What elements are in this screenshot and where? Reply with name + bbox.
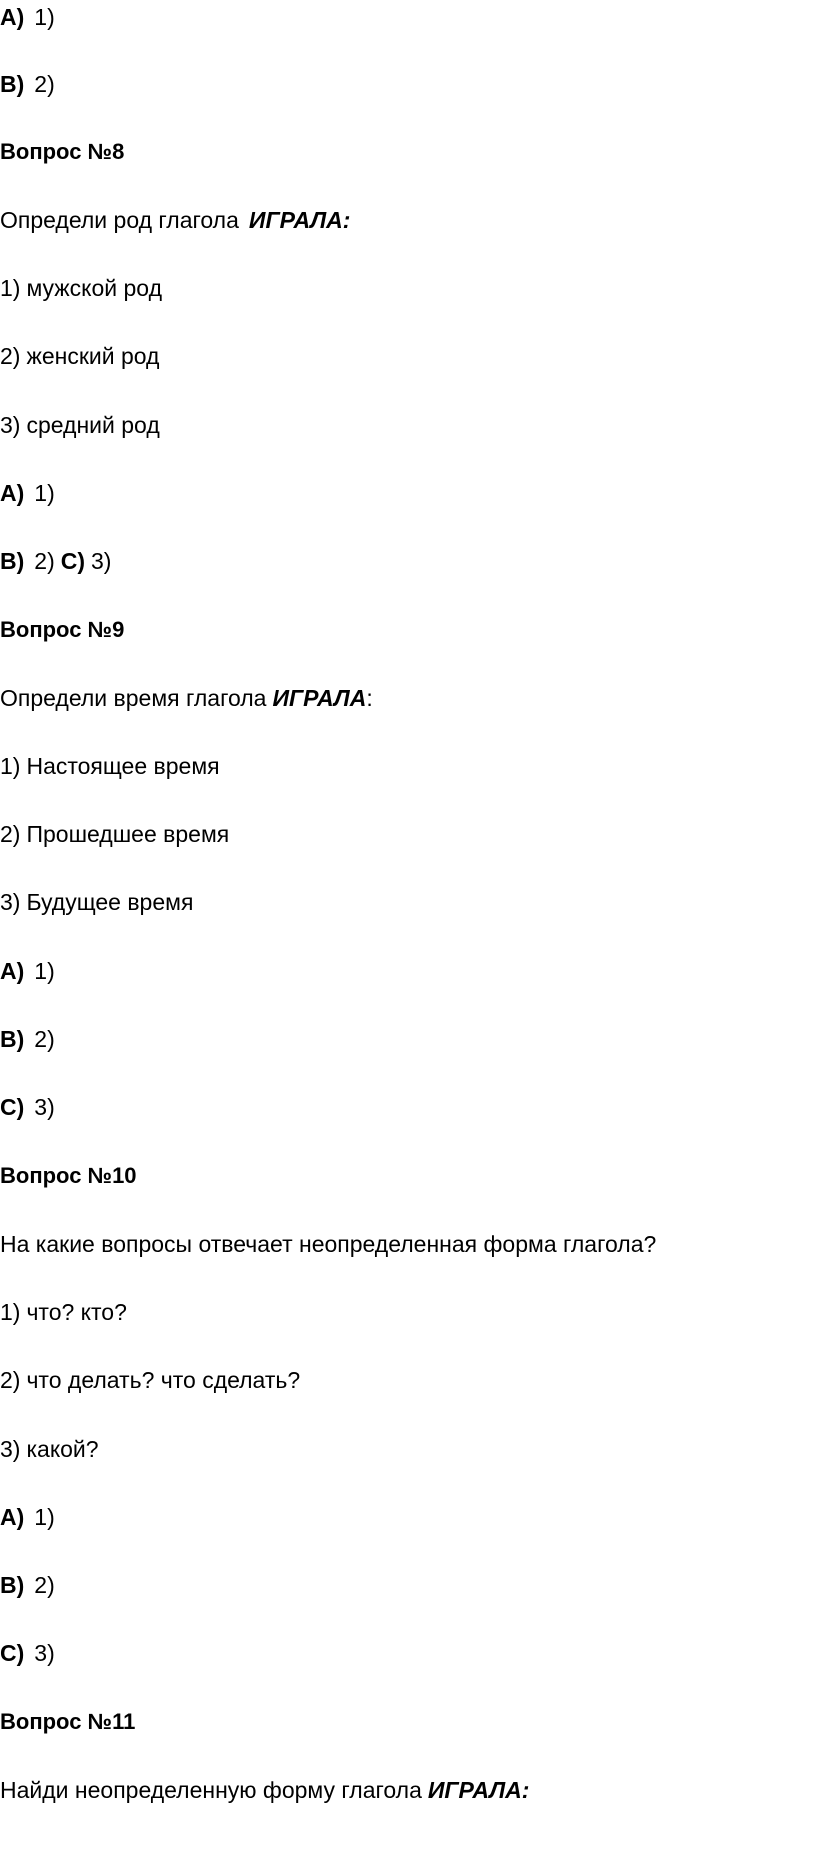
answer-letter: B) xyxy=(0,71,25,97)
question-prompt-8 xyxy=(0,205,350,235)
answer-item-b-c xyxy=(0,546,111,576)
prompt-text: Определи время глагола xyxy=(0,685,267,711)
answer-item xyxy=(0,1024,55,1054)
choice-item xyxy=(0,1434,99,1464)
answer-value: 1) xyxy=(34,1504,55,1530)
answer-letter: A) xyxy=(0,4,25,30)
choice-item xyxy=(0,751,220,781)
answer-value: 2) xyxy=(34,1026,55,1052)
choice-number: 2) xyxy=(0,343,21,369)
answer-value: 2) xyxy=(34,548,55,574)
choice-text: что? кто? xyxy=(26,1299,127,1325)
answer-item xyxy=(0,1570,55,1600)
choice-number: 2) xyxy=(0,821,21,847)
choice-item xyxy=(0,341,159,371)
answer-value: 3) xyxy=(34,1640,55,1666)
choice-text: Будущее время xyxy=(26,889,194,915)
prompt-text: Определи род глагола xyxy=(0,207,239,233)
answer-letter: B) xyxy=(0,1026,25,1052)
answer-value: 2) xyxy=(34,1572,55,1598)
answer-value: 1) xyxy=(34,480,55,506)
question-prompt-10: На какие вопросы отвечает неопределенная форма глагола? xyxy=(0,1231,657,1257)
answer-letter: A) xyxy=(0,958,25,984)
answer-letter: C) xyxy=(0,1094,25,1120)
choice-item xyxy=(0,819,229,849)
question-heading-11: Вопрос №11 xyxy=(0,1709,136,1734)
choice-text: что делать? что сделать? xyxy=(26,1367,301,1393)
question-prompt-9 xyxy=(0,683,373,713)
question-heading-9: Вопрос №9 xyxy=(0,617,125,642)
question-prompt-11 xyxy=(0,1775,529,1805)
answer-value: 1) xyxy=(34,958,55,984)
choice-number: 3) xyxy=(0,1436,21,1462)
q7-answer-b xyxy=(0,69,55,99)
choice-number: 3) xyxy=(0,412,21,438)
question-heading-8: Вопрос №8 xyxy=(0,139,125,164)
answer-letter: C) xyxy=(0,1640,25,1666)
choice-number: 1) xyxy=(0,1299,21,1325)
question-heading-10: Вопрос №10 xyxy=(0,1163,137,1188)
answer-item xyxy=(0,956,55,986)
choice-number: 1) xyxy=(0,275,21,301)
answer-item xyxy=(0,1502,55,1532)
choice-number: 3) xyxy=(0,889,21,915)
choice-item xyxy=(0,887,193,917)
choice-text: Настоящее время xyxy=(26,753,220,779)
choice-text: женский род xyxy=(26,343,160,369)
target-word: ИГРАЛА xyxy=(272,685,367,711)
prompt-text: Найди неопределенную форму глагола xyxy=(0,1777,422,1803)
answer-letter: C) xyxy=(60,548,86,574)
choice-text: средний род xyxy=(26,412,160,438)
answer-letter: A) xyxy=(0,1504,25,1530)
choice-number: 1) xyxy=(0,753,21,779)
answer-value: 3) xyxy=(34,1094,55,1120)
q7-answer-a xyxy=(0,2,55,32)
answer-letter: B) xyxy=(0,548,25,574)
answer-item xyxy=(0,1092,55,1122)
target-word: ИГРАЛА: xyxy=(427,1777,530,1803)
target-word: ИГРАЛА: xyxy=(248,207,351,233)
choice-number: 2) xyxy=(0,1367,21,1393)
choice-item xyxy=(0,1365,300,1395)
answer-value: 3) xyxy=(91,548,112,574)
answer-letter: A) xyxy=(0,480,25,506)
prompt-colon: : xyxy=(366,685,373,711)
answer-value: 1) xyxy=(34,4,55,30)
answer-item xyxy=(0,1638,55,1668)
choice-item xyxy=(0,1297,127,1327)
answer-item-a xyxy=(0,478,55,508)
answer-letter: B) xyxy=(0,1572,25,1598)
choice-text: Прошедшее время xyxy=(26,821,230,847)
choice-text: мужской род xyxy=(26,275,163,301)
answer-value: 2) xyxy=(34,71,55,97)
choice-item xyxy=(0,410,160,440)
choice-text: какой? xyxy=(26,1436,99,1462)
choice-item xyxy=(0,273,162,303)
